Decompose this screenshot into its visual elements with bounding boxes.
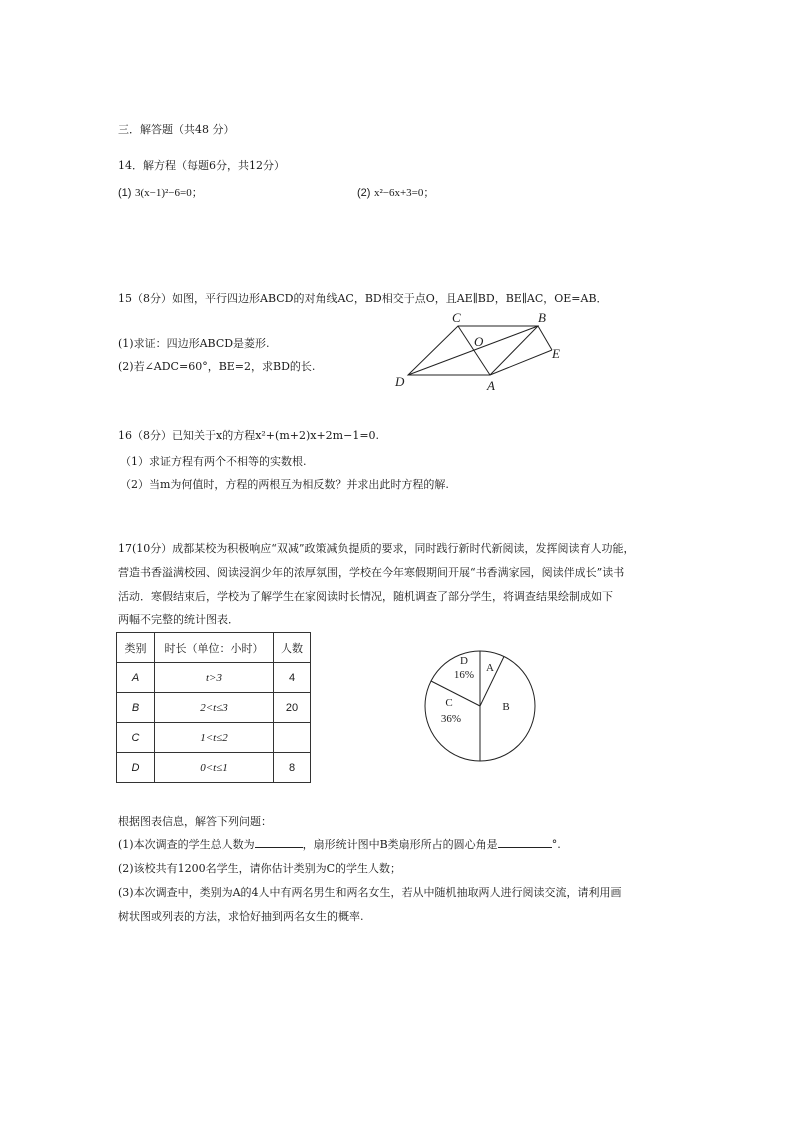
q14-part2-equation: x²−6x+3=0；: [373, 187, 435, 199]
pie-label-d: D: [460, 655, 468, 667]
q17-intro: 根据图表信息，解答下列问题：: [118, 815, 272, 828]
table-cell-count: 8: [274, 753, 311, 783]
q16-sub1: （1）求证方程有两个不相等的实数根.: [120, 455, 307, 468]
q17-sub1-text-c: °.: [551, 838, 561, 851]
table-header-row: [117, 633, 311, 663]
label-e: E: [552, 346, 560, 361]
table-cell-range: 1<t≤2: [155, 723, 274, 753]
q14-part2: [357, 184, 434, 200]
label-o: O: [474, 334, 484, 349]
q16-sub2: （2）当m为何值时，方程的两根互为相反数？并求出此时方程的解.: [120, 478, 449, 491]
table-cell-range: 2<t≤3: [155, 693, 274, 723]
q17-line1: 17(10分）成都某校为积极响应“双减”政策减负提质的要求，同时践行新时代新阅读，发挥阅读育人功能，: [118, 542, 635, 555]
pie-label-b: B: [502, 701, 510, 713]
pie-label-a: A: [486, 662, 494, 674]
section-title: 三．解答题（共48 分）: [118, 123, 235, 136]
table-cell-category: B: [117, 693, 155, 723]
q14-title: 14．解方程（每题6分，共12分）: [118, 159, 285, 172]
q14-part1-label: (1): [118, 187, 132, 199]
table-header: 时长（单位：小时）: [155, 633, 274, 663]
q17-line3: 活动．寒假结束后，学校为了解学生在家阅读时长情况，随机调查了部分学生，将调查结果绘制成如下: [118, 590, 613, 603]
table-cell-count: 4: [274, 663, 311, 693]
pie-label-c: C: [445, 697, 453, 709]
answer-blank-total[interactable]: [255, 837, 303, 848]
answer-blank-angle[interactable]: [498, 837, 552, 848]
label-b: B: [538, 310, 546, 325]
q17-sub1: [118, 836, 561, 852]
q14-part1-equation: 3(x−1)²−6=0；: [134, 187, 203, 199]
q14-part2-label: (2): [357, 187, 371, 199]
q15-sub2: (2)若∠ADC=60°，BE=2，求BD的长.: [118, 360, 316, 373]
q15-sub1: (1)求证：四边形ABCD是菱形.: [118, 337, 270, 350]
table-cell-category: D: [117, 753, 155, 783]
label-d: D: [395, 374, 405, 389]
table-cell-count: [274, 723, 311, 753]
q16-stem: 16（8分）已知关于x的方程x²+(m+2)x+2m−1=0.: [118, 429, 380, 442]
pie-pct-c: 36%: [440, 713, 462, 725]
table-row: [117, 723, 311, 753]
table-cell-range: t>3: [155, 663, 274, 693]
table-header: 类别: [117, 633, 155, 663]
reading-time-table: [116, 632, 311, 783]
table-row: [117, 693, 311, 723]
table-row: [117, 753, 311, 783]
label-a: A: [487, 378, 495, 393]
q17-sub1-text-b: ，扇形统计图中B类扇形所占的圆心角是: [302, 838, 498, 851]
pie-pct-d: 16%: [453, 669, 475, 681]
q17-sub2: (2)该校共有1200名学生，请你估计类别为C的学生人数；: [118, 862, 401, 875]
q15-stem: 15（8分）如图，平行四边形ABCD的对角线AC，BD相交于点O，且AE∥BD，BE∥AC，OE=AB．: [118, 292, 608, 305]
q17-sub3-line1: (3)本次调查中，类别为A的4人中有两名男生和两名女生，若从中随机抽取两人进行阅读交流，请利用画: [118, 886, 622, 899]
table-cell-range: 0<t≤1: [155, 753, 274, 783]
q17-line4: 两幅不完整的统计图表．: [118, 613, 239, 626]
table-header: 人数: [274, 633, 311, 663]
q17-line2: 营造书香溢满校园、阅读浸润少年的浓厚氛围，学校在今年寒假期间开展“书香满家园，阅读伴成长”读书: [118, 566, 625, 579]
parallelogram-figure: [390, 308, 570, 396]
q17-sub1-text-a: (1)本次调查的学生总人数为: [118, 838, 255, 851]
pie-chart: [418, 644, 542, 768]
table-cell-count: 20: [274, 693, 311, 723]
q17-sub3-line2: 树状图或列表的方法，求恰好抽到两名女生的概率.: [118, 910, 364, 923]
table-cell-category: C: [117, 723, 155, 753]
pie-divider-cd: [431, 681, 480, 706]
table-cell-category: A: [117, 663, 155, 693]
label-c: C: [452, 310, 461, 325]
table-row: [117, 663, 311, 693]
q14-part1: [118, 184, 203, 200]
